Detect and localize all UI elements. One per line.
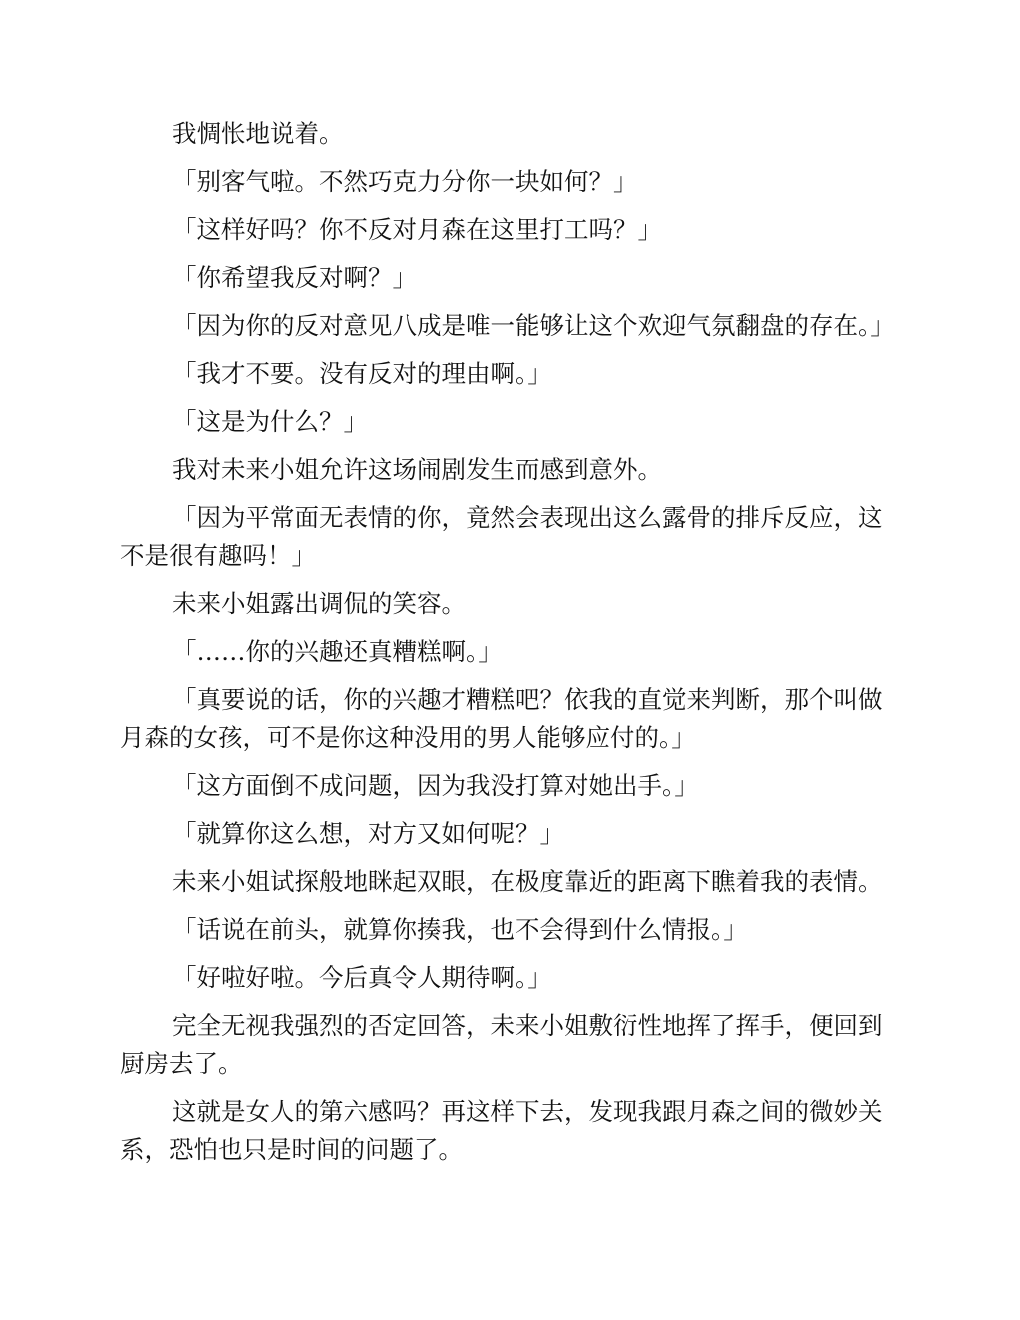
paragraph: 「因为你的反对意见八成是唯一能够让这个欢迎气氛翻盘的存在。」 bbox=[172, 311, 895, 340]
paragraph: 这就是女人的第六感吗？再这样下去，发现我跟月森之间的微妙关系，恐怕也只是时间的问题了。 bbox=[120, 1097, 883, 1164]
paragraph: 「这方面倒不成问题，因为我没打算对她出手。」 bbox=[172, 771, 699, 800]
paragraph: 「好啦好啦。今后真令人期待啊。」 bbox=[172, 963, 552, 992]
paragraph: 「就算你这么想，对方又如何呢？」 bbox=[172, 819, 564, 848]
paragraph: 「这样好吗？你不反对月森在这里打工吗？」 bbox=[172, 215, 662, 244]
paragraph: 完全无视我强烈的否定回答，未来小姐敷衍性地挥了挥手，便回到厨房去了。 bbox=[120, 1011, 883, 1078]
paragraph: 我对未来小姐允许这场闹剧发生而感到意外。 bbox=[172, 455, 662, 484]
paragraph: 「因为平常面无表情的你，竟然会表现出这么露骨的排斥反应，这不是很有趣吗！」 bbox=[120, 503, 883, 570]
paragraph: 「我才不要。没有反对的理由啊。」 bbox=[172, 359, 552, 388]
paragraph: 未来小姐露出调侃的笑容。 bbox=[172, 589, 466, 618]
paragraph: 「别客气啦。不然巧克力分你一块如何？」 bbox=[172, 167, 638, 196]
paragraph: 「这是为什么？」 bbox=[172, 407, 368, 436]
paragraph: 「话说在前头，就算你揍我，也不会得到什么情报。」 bbox=[172, 915, 748, 944]
document-page bbox=[120, 115, 900, 1179]
paragraph: 我惆怅地说着。 bbox=[172, 119, 344, 148]
paragraph: 未来小姐试探般地眯起双眼，在极度靠近的距离下瞧着我的表情。 bbox=[172, 867, 883, 896]
paragraph: 「真要说的话，你的兴趣才糟糕吧？依我的直觉来判断，那个叫做月森的女孩，可不是你这种没用的男人能够应付的。」 bbox=[120, 685, 883, 752]
paragraph: 「……你的兴趣还真糟糕啊。」 bbox=[172, 637, 503, 666]
paragraph: 「你希望我反对啊？」 bbox=[172, 263, 417, 292]
